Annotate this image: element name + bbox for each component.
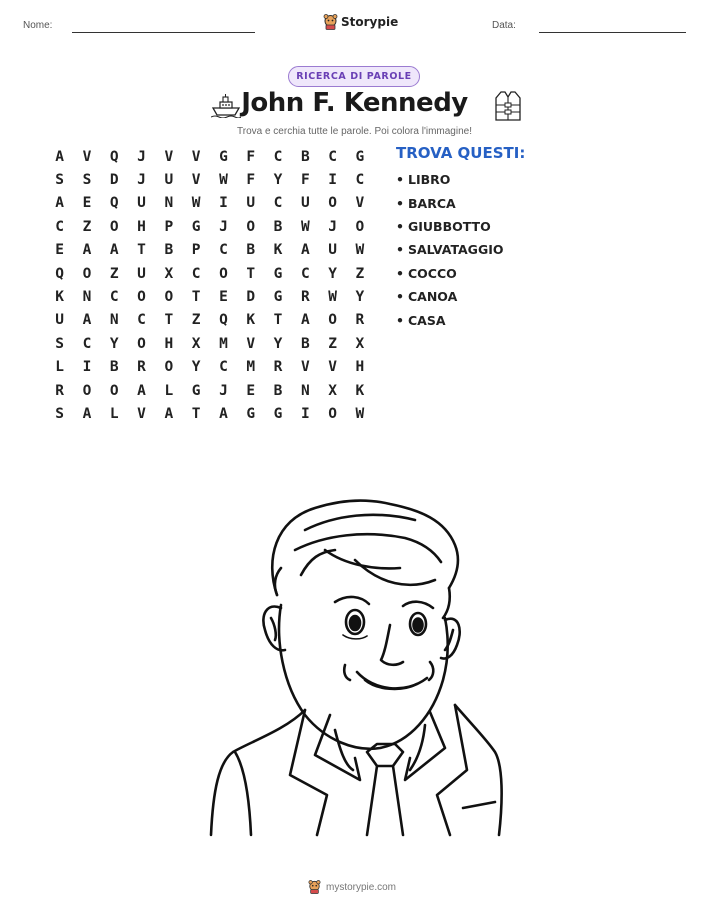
grid-letter[interactable]: U <box>300 195 310 212</box>
grid-letter[interactable]: O <box>82 382 92 399</box>
grid-letter[interactable]: N <box>300 382 310 399</box>
grid-letter[interactable]: Q <box>109 148 119 165</box>
word-list-item <box>396 308 503 331</box>
word-text: SALVATAGGIO <box>408 242 504 258</box>
grid-letter[interactable]: Q <box>219 312 228 329</box>
word-text: LIBRO <box>408 172 451 188</box>
grid-letter[interactable]: V <box>355 195 365 212</box>
grid-letter[interactable]: V <box>328 359 337 376</box>
grid-letter[interactable]: J <box>219 382 228 399</box>
word-list <box>396 168 503 332</box>
grid-letter[interactable]: X <box>164 265 174 282</box>
grid-letter[interactable]: S <box>55 172 65 189</box>
storypie-mascot-icon <box>308 880 321 894</box>
grid-letter[interactable]: G <box>191 382 201 399</box>
grid-letter[interactable]: H <box>355 359 365 376</box>
grid-row <box>46 239 374 262</box>
grid-letter[interactable]: L <box>55 359 65 376</box>
grid-letter[interactable]: C <box>300 265 310 282</box>
grid-row <box>46 379 374 402</box>
grid-letter[interactable]: H <box>137 218 146 235</box>
grid-letter[interactable]: R <box>137 359 146 376</box>
footer-url[interactable]: mystorypie.com <box>326 881 397 893</box>
grid-letter[interactable]: O <box>219 265 228 282</box>
grid-letter[interactable]: S <box>55 405 65 422</box>
grid-letter[interactable]: W <box>219 172 228 189</box>
grid-row <box>46 192 374 215</box>
grid-letter[interactable]: O <box>82 265 92 282</box>
grid-letter[interactable]: N <box>164 195 174 212</box>
grid-letter[interactable]: W <box>355 405 365 422</box>
grid-letter[interactable]: U <box>328 242 337 259</box>
grid-letter[interactable]: X <box>328 382 337 399</box>
grid-letter[interactable]: G <box>355 148 365 165</box>
grid-letter[interactable]: T <box>137 242 146 259</box>
grid-letter[interactable]: A <box>300 242 310 259</box>
grid-letter[interactable]: T <box>246 265 256 282</box>
storypie-mascot-icon <box>323 14 338 30</box>
grid-letter[interactable]: O <box>137 289 146 306</box>
grid-letter[interactable]: T <box>164 312 174 329</box>
grid-letter[interactable]: Y <box>191 359 201 376</box>
grid-letter[interactable]: N <box>82 289 92 306</box>
grid-letter[interactable]: Y <box>109 335 119 352</box>
bullet: • <box>396 218 404 234</box>
grid-letter[interactable]: U <box>164 172 174 189</box>
grid-letter[interactable]: V <box>164 148 174 165</box>
name-label: Nome: <box>23 20 53 31</box>
grid-letter[interactable]: I <box>328 172 337 189</box>
grid-letter[interactable]: W <box>300 218 310 235</box>
grid-letter[interactable]: R <box>300 289 310 306</box>
grid-letter[interactable]: C <box>328 148 337 165</box>
grid-letter[interactable]: C <box>219 242 228 259</box>
grid-letter[interactable]: E <box>55 242 65 259</box>
grid-letter[interactable]: B <box>164 242 174 259</box>
grid-letter[interactable]: A <box>300 312 310 329</box>
life-jacket-icon <box>494 90 522 122</box>
grid-letter[interactable]: D <box>109 172 119 189</box>
word-list-item <box>396 168 503 191</box>
grid-letter[interactable]: R <box>273 359 283 376</box>
grid-letter[interactable]: A <box>164 405 174 422</box>
grid-letter[interactable]: K <box>273 242 283 259</box>
instructions: Trova e cerchia tutte le parole. Poi colora l'immagine! <box>237 126 472 137</box>
bullet: • <box>396 312 404 328</box>
grid-letter[interactable]: K <box>55 289 65 306</box>
grid-letter[interactable]: A <box>82 242 92 259</box>
grid-letter[interactable]: J <box>219 218 228 235</box>
grid-row <box>46 215 374 238</box>
word-list-item <box>396 262 503 285</box>
grid-letter[interactable]: F <box>246 172 256 189</box>
grid-letter[interactable]: V <box>191 172 201 189</box>
grid-letter[interactable]: H <box>164 335 174 352</box>
grid-letter[interactable]: C <box>137 312 146 329</box>
grid-letter[interactable]: T <box>191 405 201 422</box>
word-list-item <box>396 238 503 261</box>
grid-letter[interactable]: S <box>55 335 65 352</box>
grid-letter[interactable]: M <box>246 359 256 376</box>
grid-row <box>46 145 374 168</box>
grid-letter[interactable]: W <box>355 242 365 259</box>
grid-letter[interactable]: A <box>82 405 92 422</box>
grid-letter[interactable]: Q <box>109 195 119 212</box>
word-text: CANOA <box>408 289 458 305</box>
bullet: • <box>396 242 404 258</box>
grid-letter[interactable]: O <box>328 195 337 212</box>
bullet: • <box>396 172 404 188</box>
grid-letter[interactable]: A <box>219 405 228 422</box>
grid-letter[interactable]: S <box>82 172 92 189</box>
grid-letter[interactable]: U <box>137 265 146 282</box>
grid-letter[interactable]: C <box>109 289 119 306</box>
grid-letter[interactable]: Z <box>328 335 337 352</box>
grid-letter[interactable]: U <box>55 312 65 329</box>
word-text: GIUBBOTTO <box>408 218 491 234</box>
grid-letter[interactable]: G <box>219 148 228 165</box>
grid-letter[interactable]: P <box>191 242 201 259</box>
grid-row <box>46 402 374 425</box>
kennedy-portrait-illustration[interactable] <box>205 490 505 850</box>
grid-row <box>46 285 374 308</box>
grid-letter[interactable]: J <box>137 172 146 189</box>
grid-letter[interactable]: T <box>191 289 201 306</box>
grid-letter[interactable]: C <box>191 265 201 282</box>
grid-letter[interactable]: G <box>246 405 256 422</box>
grid-letter[interactable]: I <box>82 359 92 376</box>
grid-letter[interactable]: Z <box>109 265 119 282</box>
grid-letter[interactable]: O <box>109 382 119 399</box>
bullet: • <box>396 195 404 211</box>
grid-letter[interactable]: O <box>355 218 365 235</box>
grid-letter[interactable]: I <box>300 405 310 422</box>
grid-letter[interactable]: G <box>191 218 201 235</box>
word-search-grid[interactable] <box>46 145 374 426</box>
bullet: • <box>396 265 404 281</box>
word-text: CASA <box>408 312 446 328</box>
grid-row <box>46 262 374 285</box>
word-list-item <box>396 215 503 238</box>
grid-letter[interactable]: E <box>219 289 228 306</box>
word-list-item <box>396 191 503 214</box>
grid-letter[interactable]: L <box>109 405 119 422</box>
grid-letter[interactable]: C <box>273 195 283 212</box>
grid-letter[interactable]: J <box>328 218 337 235</box>
grid-letter[interactable]: V <box>300 359 310 376</box>
grid-letter[interactable]: R <box>55 382 65 399</box>
name-line[interactable] <box>72 32 255 33</box>
word-text: COCCO <box>408 265 457 281</box>
grid-letter[interactable]: E <box>246 382 256 399</box>
grid-letter[interactable]: L <box>164 382 174 399</box>
grid-letter[interactable]: I <box>219 195 228 212</box>
activity-badge: RICERCA DI PAROLE <box>288 66 420 87</box>
grid-letter[interactable]: O <box>328 405 337 422</box>
grid-row <box>46 309 374 332</box>
grid-letter[interactable]: V <box>82 148 92 165</box>
grid-letter[interactable]: Q <box>55 265 65 282</box>
grid-letter[interactable]: N <box>109 312 119 329</box>
grid-letter[interactable]: O <box>164 359 174 376</box>
brand-logo <box>323 14 398 30</box>
grid-letter[interactable]: C <box>219 359 228 376</box>
grid-letter[interactable]: C <box>273 148 283 165</box>
date-label: Data: <box>492 20 516 31</box>
word-text: BARCA <box>408 195 456 211</box>
brand-name: Storypie <box>341 15 399 29</box>
grid-letter[interactable]: A <box>137 382 146 399</box>
grid-letter[interactable]: A <box>82 312 92 329</box>
grid-letter[interactable]: X <box>191 335 201 352</box>
grid-row <box>46 356 374 379</box>
bullet: • <box>396 289 404 305</box>
grid-letter[interactable]: O <box>164 289 174 306</box>
grid-letter[interactable]: C <box>82 335 92 352</box>
grid-letter[interactable]: A <box>55 195 65 212</box>
grid-letter[interactable]: D <box>246 289 256 306</box>
grid-letter[interactable]: V <box>191 148 201 165</box>
grid-letter[interactable]: Y <box>328 265 337 282</box>
grid-letter[interactable]: M <box>219 335 228 352</box>
grid-letter[interactable]: P <box>164 218 174 235</box>
grid-letter[interactable]: F <box>300 172 310 189</box>
grid-letter[interactable]: C <box>55 218 65 235</box>
grid-letter[interactable]: E <box>82 195 92 212</box>
grid-letter[interactable]: O <box>246 218 256 235</box>
grid-letter[interactable]: A <box>55 148 65 165</box>
footer <box>308 880 396 894</box>
grid-letter[interactable]: O <box>137 335 146 352</box>
grid-letter[interactable]: U <box>246 195 256 212</box>
grid-letter[interactable]: B <box>273 218 283 235</box>
grid-letter[interactable]: F <box>246 148 256 165</box>
grid-letter[interactable]: X <box>355 335 365 352</box>
grid-letter[interactable]: B <box>300 335 310 352</box>
grid-letter[interactable]: Z <box>82 218 92 235</box>
grid-letter[interactable]: B <box>246 242 256 259</box>
grid-letter[interactable]: G <box>273 405 283 422</box>
grid-letter[interactable]: Y <box>273 335 283 352</box>
grid-letter[interactable]: T <box>273 312 283 329</box>
grid-letter[interactable]: U <box>137 195 146 212</box>
grid-letter[interactable]: G <box>273 289 283 306</box>
word-list-item <box>396 285 503 308</box>
grid-row <box>46 168 374 191</box>
grid-letter[interactable]: K <box>246 312 256 329</box>
grid-letter[interactable]: R <box>355 312 365 329</box>
grid-letter[interactable]: Z <box>355 265 365 282</box>
page-title: John F. Kennedy <box>241 88 468 118</box>
grid-row <box>46 332 374 355</box>
grid-letter[interactable]: G <box>273 265 283 282</box>
grid-letter[interactable]: Y <box>355 289 365 306</box>
grid-letter[interactable]: W <box>328 289 337 306</box>
word-list-title: TROVA QUESTI: <box>396 144 526 162</box>
grid-letter[interactable]: J <box>137 148 146 165</box>
grid-letter[interactable]: V <box>137 405 146 422</box>
grid-letter[interactable]: B <box>300 148 310 165</box>
grid-letter[interactable]: Y <box>273 172 283 189</box>
grid-letter[interactable]: A <box>109 242 119 259</box>
grid-letter[interactable]: V <box>246 335 256 352</box>
date-line[interactable] <box>539 32 686 33</box>
grid-letter[interactable]: O <box>109 218 119 235</box>
grid-letter[interactable]: O <box>328 312 337 329</box>
grid-letter[interactable]: K <box>355 382 365 399</box>
grid-letter[interactable]: W <box>191 195 201 212</box>
grid-letter[interactable]: Z <box>191 312 201 329</box>
grid-letter[interactable]: B <box>273 382 283 399</box>
grid-letter[interactable]: B <box>109 359 119 376</box>
grid-letter[interactable]: C <box>355 172 365 189</box>
